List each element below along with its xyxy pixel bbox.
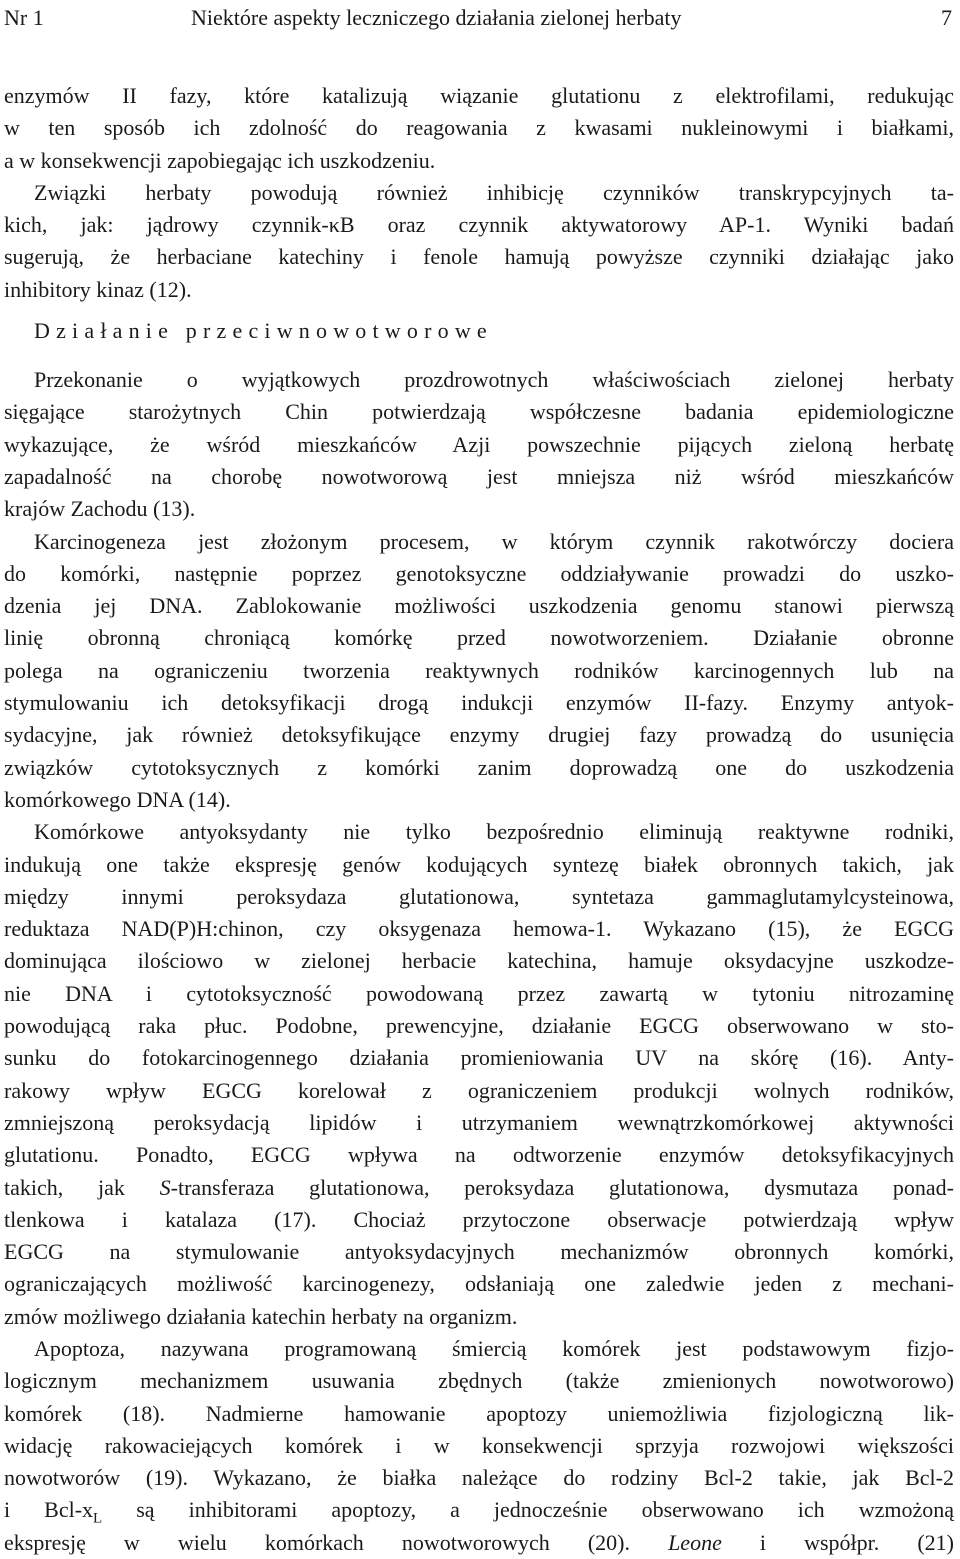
text-line: kich, jak: jądrowy czynnik-κB oraz czynnik aktywatorowy AP-1. Wyniki badań: [4, 212, 954, 238]
text-line: indukują one także ekspresję genów kodujących syntezę białek obronnych takich, jak: [4, 851, 954, 877]
text-line: powodującą raka płuc. Podobne, prewencyjne, działanie EGCG obserwowano w sto-: [4, 1013, 954, 1039]
running-title: Niektóre aspekty leczniczego działania zielonej herbaty: [191, 5, 682, 30]
text-line: dzenia jej DNA. Zablokowanie możliwości uszkodzenia genomu stanowi pierwszą: [4, 593, 954, 619]
italic-term: S: [159, 1174, 171, 1200]
text-line: rakowy wpływ EGCG korelował z ograniczeniem produkcji wolnych rodników,: [4, 1077, 954, 1103]
text-line: ograniczających możliwość karcinogenezy, odsłaniają one zaledwie jeden z mechani-: [4, 1271, 954, 1297]
text-line: do komórki, następnie poprzez genotoksyczne oddziaływanie prowadzi do uszko-: [4, 560, 954, 586]
text-run: i współpr. (21): [721, 1529, 954, 1555]
running-header: [4, 2, 952, 34]
text-line: logicznym mechanizmem usuwania zbędnych (także zmienionych nowotworowo): [4, 1368, 954, 1394]
text-line: sunku do fotokarcinogennego działania promieniowania UV na skórę (16). Anty-: [4, 1045, 954, 1071]
subscript: L: [93, 1510, 103, 1527]
text-line: sydacyjne, jak również detoksyfikujące enzymy drugiej fazy prowadzą do usunięcia: [4, 722, 954, 748]
text-line: inhibitory kinaz (12).: [4, 276, 192, 302]
text-line: zmów możliwego działania katechin herbaty na organizm.: [4, 1303, 518, 1329]
text-line: sięgające starożytnych Chin potwierdzają współczesne badania epidemiologiczne: [4, 399, 954, 425]
article-body: [4, 80, 954, 1559]
text-line: zmniejszoną peroksydacją lipidów i utrzymaniem wewnątrzkomórkowej aktywności: [4, 1109, 954, 1135]
page-number: 7: [941, 5, 952, 30]
text-run: i Bcl-x: [4, 1497, 94, 1523]
text-line: widację rakowaciejących komórek i w konsekwencji sprzyja rozwojowi większości: [4, 1432, 954, 1458]
text-line: w ten sposób ich zdolność do reagowania z kwasami nukleinowymi i białkami,: [4, 115, 954, 141]
text-line: polega na ograniczeniu tworzenia reaktywnych rodników karcinogennych lub na: [4, 657, 954, 683]
text-line: linię obronną chroniącą komórkę przed nowotworzeniem. Działanie obronne: [4, 625, 954, 651]
text-run: ekspresję w wielu komórkach nowotworowych (20).: [4, 1529, 669, 1555]
text-line: stymulowaniu ich detoksyfikacji drogą indukcji enzymów II-fazy. Enzymy antyok-: [4, 690, 954, 716]
text-line: wykazujące, że wśród mieszkańców Azji powszechnie pijących zieloną herbatę: [4, 431, 954, 457]
text-line: komórkowego DNA (14).: [4, 786, 231, 812]
italic-author: Leone: [668, 1529, 722, 1555]
text-line: związków cytotoksycznych z komórki zanim doprowadzą one do uszkodzenia: [4, 754, 954, 780]
text-line: zapadalność na chorobę nowotworową jest mniejsza niż wśród mieszkańców: [4, 463, 954, 489]
text-line: nowotworów (19). Wykazano, że białka należące do rodziny Bcl-2 takie, jak Bcl-2: [4, 1465, 954, 1491]
text-run: są inhibitorami apoptozy, a jednocześnie obserwowano ich wzmożoną: [102, 1497, 954, 1523]
text-line: enzymów II fazy, które katalizują wiązanie glutationu z elektrofilami, redukując: [4, 83, 954, 108]
text-line: tlenkowa i katalaza (17). Chociaż przytoczone obserwacje potwierdzają wpływ: [4, 1206, 954, 1232]
text-line: a w konsekwencji zapobiegając ich uszkodzeniu.: [4, 147, 436, 173]
text-line: glutationu. Ponadto, EGCG wpływa na odtworzenie enzymów detoksyfikacyjnych: [4, 1142, 954, 1168]
text-run: -transferaza glutationowa, peroksydaza glutationowa, dysmutaza ponad-: [170, 1174, 954, 1200]
text-line: nie DNA i cytotoksyczność powodowaną przez zawartą w tytoniu nitrozaminę: [4, 980, 954, 1006]
text-line: EGCG na stymulowanie antyoksydacyjnych mechanizmów obronnych komórki,: [4, 1239, 954, 1265]
text-line: krajów Zachodu (13).: [4, 496, 196, 522]
text-line: komórek (18). Nadmierne hamowanie apoptozy uniemożliwia fizjologiczną lik-: [4, 1400, 954, 1426]
text-line: sugerują, że herbaciane katechiny i fenole hamują powyższe czynniki działając jako: [4, 244, 954, 270]
text-run: takich, jak: [4, 1174, 160, 1200]
text-line: między innymi peroksydaza glutationowa, syntetaza gammaglutamylcysteinowa,: [4, 883, 954, 909]
text-line: dominująca ilościowo w zielonej herbacie katechina, hamuje oksydacyjne uszkodze-: [4, 948, 954, 974]
text-line: Karcinogeneza jest złożonym procesem, w którym czynnik rakotwórczy dociera: [34, 528, 954, 554]
text-line: Apoptoza, nazywana programowaną śmiercią komórek jest podstawowym fizjo-: [34, 1335, 954, 1361]
text-line: Związki herbaty powodują również inhibicję czynników transkrypcyjnych ta-: [34, 179, 954, 205]
section-heading: Działanie przeciwnowotworowe: [34, 318, 493, 344]
text-line: reduktaza NAD(P)H:chinon, czy oksygenaza hemowa-1. Wykazano (15), że EGCG: [4, 916, 954, 942]
text-line: [4, 1494, 954, 1526]
text-line: [4, 1172, 954, 1204]
text-line: [4, 1527, 954, 1559]
text-line: Przekonanie o wyjątkowych prozdrowotnych właściwościach zielonej herbaty: [34, 367, 954, 393]
text-line: Komórkowe antyoksydanty nie tylko bezpośrednio eliminują reaktywne rodniki,: [34, 819, 954, 845]
issue-number: Nr 1: [4, 5, 44, 30]
